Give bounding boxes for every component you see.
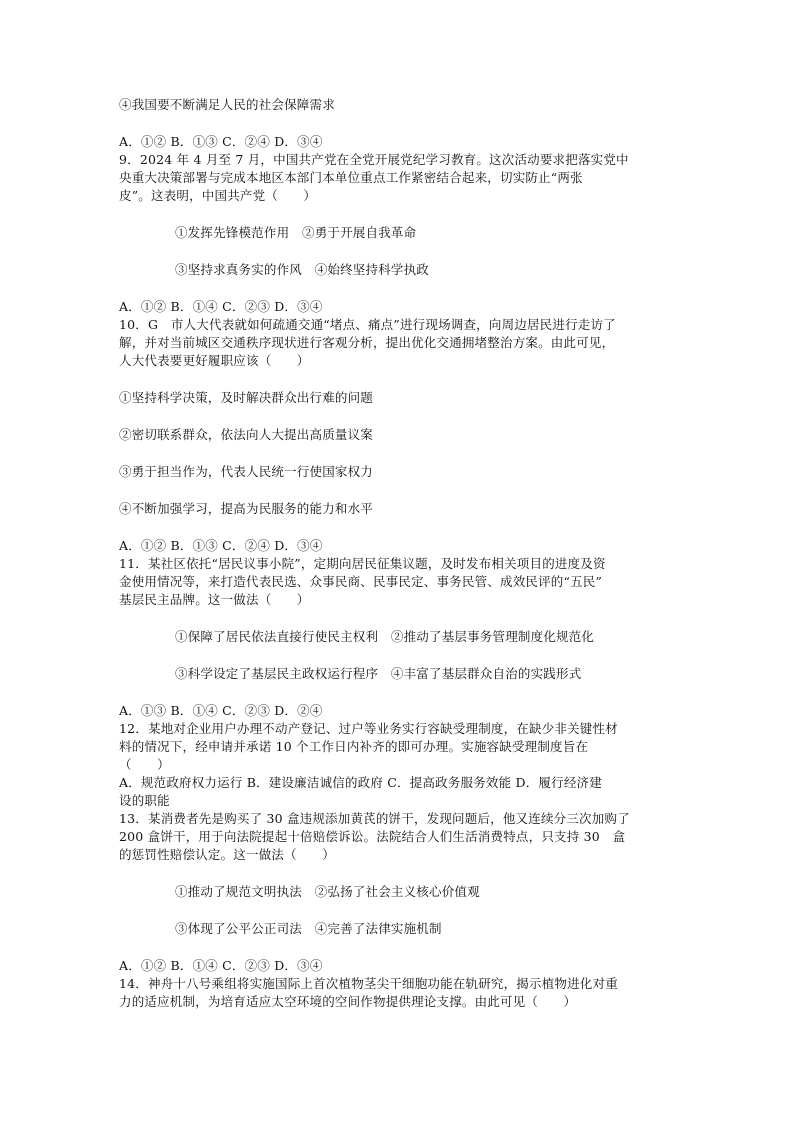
answer-choices: A．①③ B．①④ C．②③ D．②④ — [119, 703, 323, 718]
question-12-stem: 12．某地对企业用户办理不动产登记、过户等业务实行容缺受理制度，在缺少非关键性材 — [119, 721, 618, 736]
question-10-stem: 人大代表要更好履职应该（ ） — [119, 353, 310, 368]
option-line: ③坚持求真务实的作风 ④始终坚持科学执政 — [175, 262, 430, 277]
option-line: ③科学设定了基层民主政权运行程序 ④丰富了基层群众自治的实践形式 — [175, 666, 582, 681]
question-14-stem: 14．神舟十八号乘组将实施国际上首次植物茎尖干细胞功能在轨研究，揭示植物进化对重 — [119, 976, 618, 991]
question-13-stem: 200 盒饼干，用于向法院提起十倍赔偿诉讼。法院结合人们生活消费特点，只支持 30 盒 — [119, 829, 626, 844]
answer-choices: A．规范政府权力运行 B．建设廉洁诚信的政府 C．提高政务服务效能 D．履行经济建 — [119, 775, 602, 790]
option-line: ②密切联系群众，依法向人大提出高质量议案 — [119, 427, 374, 442]
answer-choices: A．①② B．①③ C．②④ D．③④ — [119, 538, 323, 553]
option-line: ①坚持科学决策，及时解决群众出行难的问题 — [119, 390, 374, 405]
question-9-stem: 9．2024 年 4 月至 7 月，中国共产党在全党开展党纪学习教育。这次活动要求把落实党中 — [119, 152, 629, 167]
question-11-stem: 基层民主品牌。这一做法（ ） — [119, 592, 310, 607]
question-13-stem: 13．某消费者先是购买了 30 盒违规添加黄芪的饼干，发现问题后，他又连续分三次加购了 — [119, 811, 630, 826]
question-9-stem: 皮”。这表明，中国共产党（ ） — [119, 188, 317, 203]
answer-choices: A．①② B．①④ C．②③ D．③④ — [119, 299, 323, 314]
option-line: ③体现了公平公正司法 ④完善了法律实施机制 — [175, 921, 442, 936]
question-13-stem: 的惩罚性赔偿认定。这一做法（ ） — [119, 847, 335, 862]
question-9-stem: 央重大决策部署与完成本地区本部门本单位重点工作紧密结合起来，切实防止“两张 — [119, 170, 583, 185]
question-10-stem: 解，并对当前城区交通秩序现状进行客观分析，提出优化交通拥堵整治方案。由此可见， — [119, 335, 615, 350]
option-line: ①保障了居民依法直接行使民主权利 ②推动了基层事务管理制度化规范化 — [175, 629, 595, 644]
option-line: ④我国要不断满足人民的社会保障需求 — [119, 97, 335, 112]
answer-choices: 设的职能 — [119, 793, 170, 808]
question-14-stem: 力的适应机制，为培育适应太空环境的空间作物提供理论支撑。由此可见（ ） — [119, 994, 577, 1009]
option-line: ③勇于担当作为，代表人民统一行使国家权力 — [119, 464, 374, 479]
answer-choices: A．①② B．①④ C．②③ D．③④ — [119, 958, 323, 973]
question-12-stem: （ ） — [119, 757, 170, 772]
question-11-stem: 11．某社区依托“居民议事小院”，定期向居民征集议题，及时发布相关项目的进度及资 — [119, 556, 606, 571]
question-11-stem: 金使用情况等，来打造代表民选、众事民商、民事民定、事务民管、成效民评的“五民” — [119, 574, 603, 589]
option-line: ④不断加强学习，提高为民服务的能力和水平 — [119, 501, 374, 516]
option-line: ①推动了规范文明执法 ②弘扬了社会主义核心价值观 — [175, 884, 480, 899]
question-12-stem: 料的情况下，经申请并承诺 10 个工作日内补齐的即可办理。实施容缺受理制度旨在 — [119, 739, 589, 754]
question-10-stem: 10．G 市人大代表就如何疏通交通“堵点、痛点”进行现场调查，向周边居民进行走访了 — [119, 317, 616, 332]
option-line: ①发挥先锋模范作用 ②勇于开展自我革命 — [175, 225, 417, 240]
answer-choices: A．①② B．①③ C．②④ D．③④ — [119, 134, 323, 149]
